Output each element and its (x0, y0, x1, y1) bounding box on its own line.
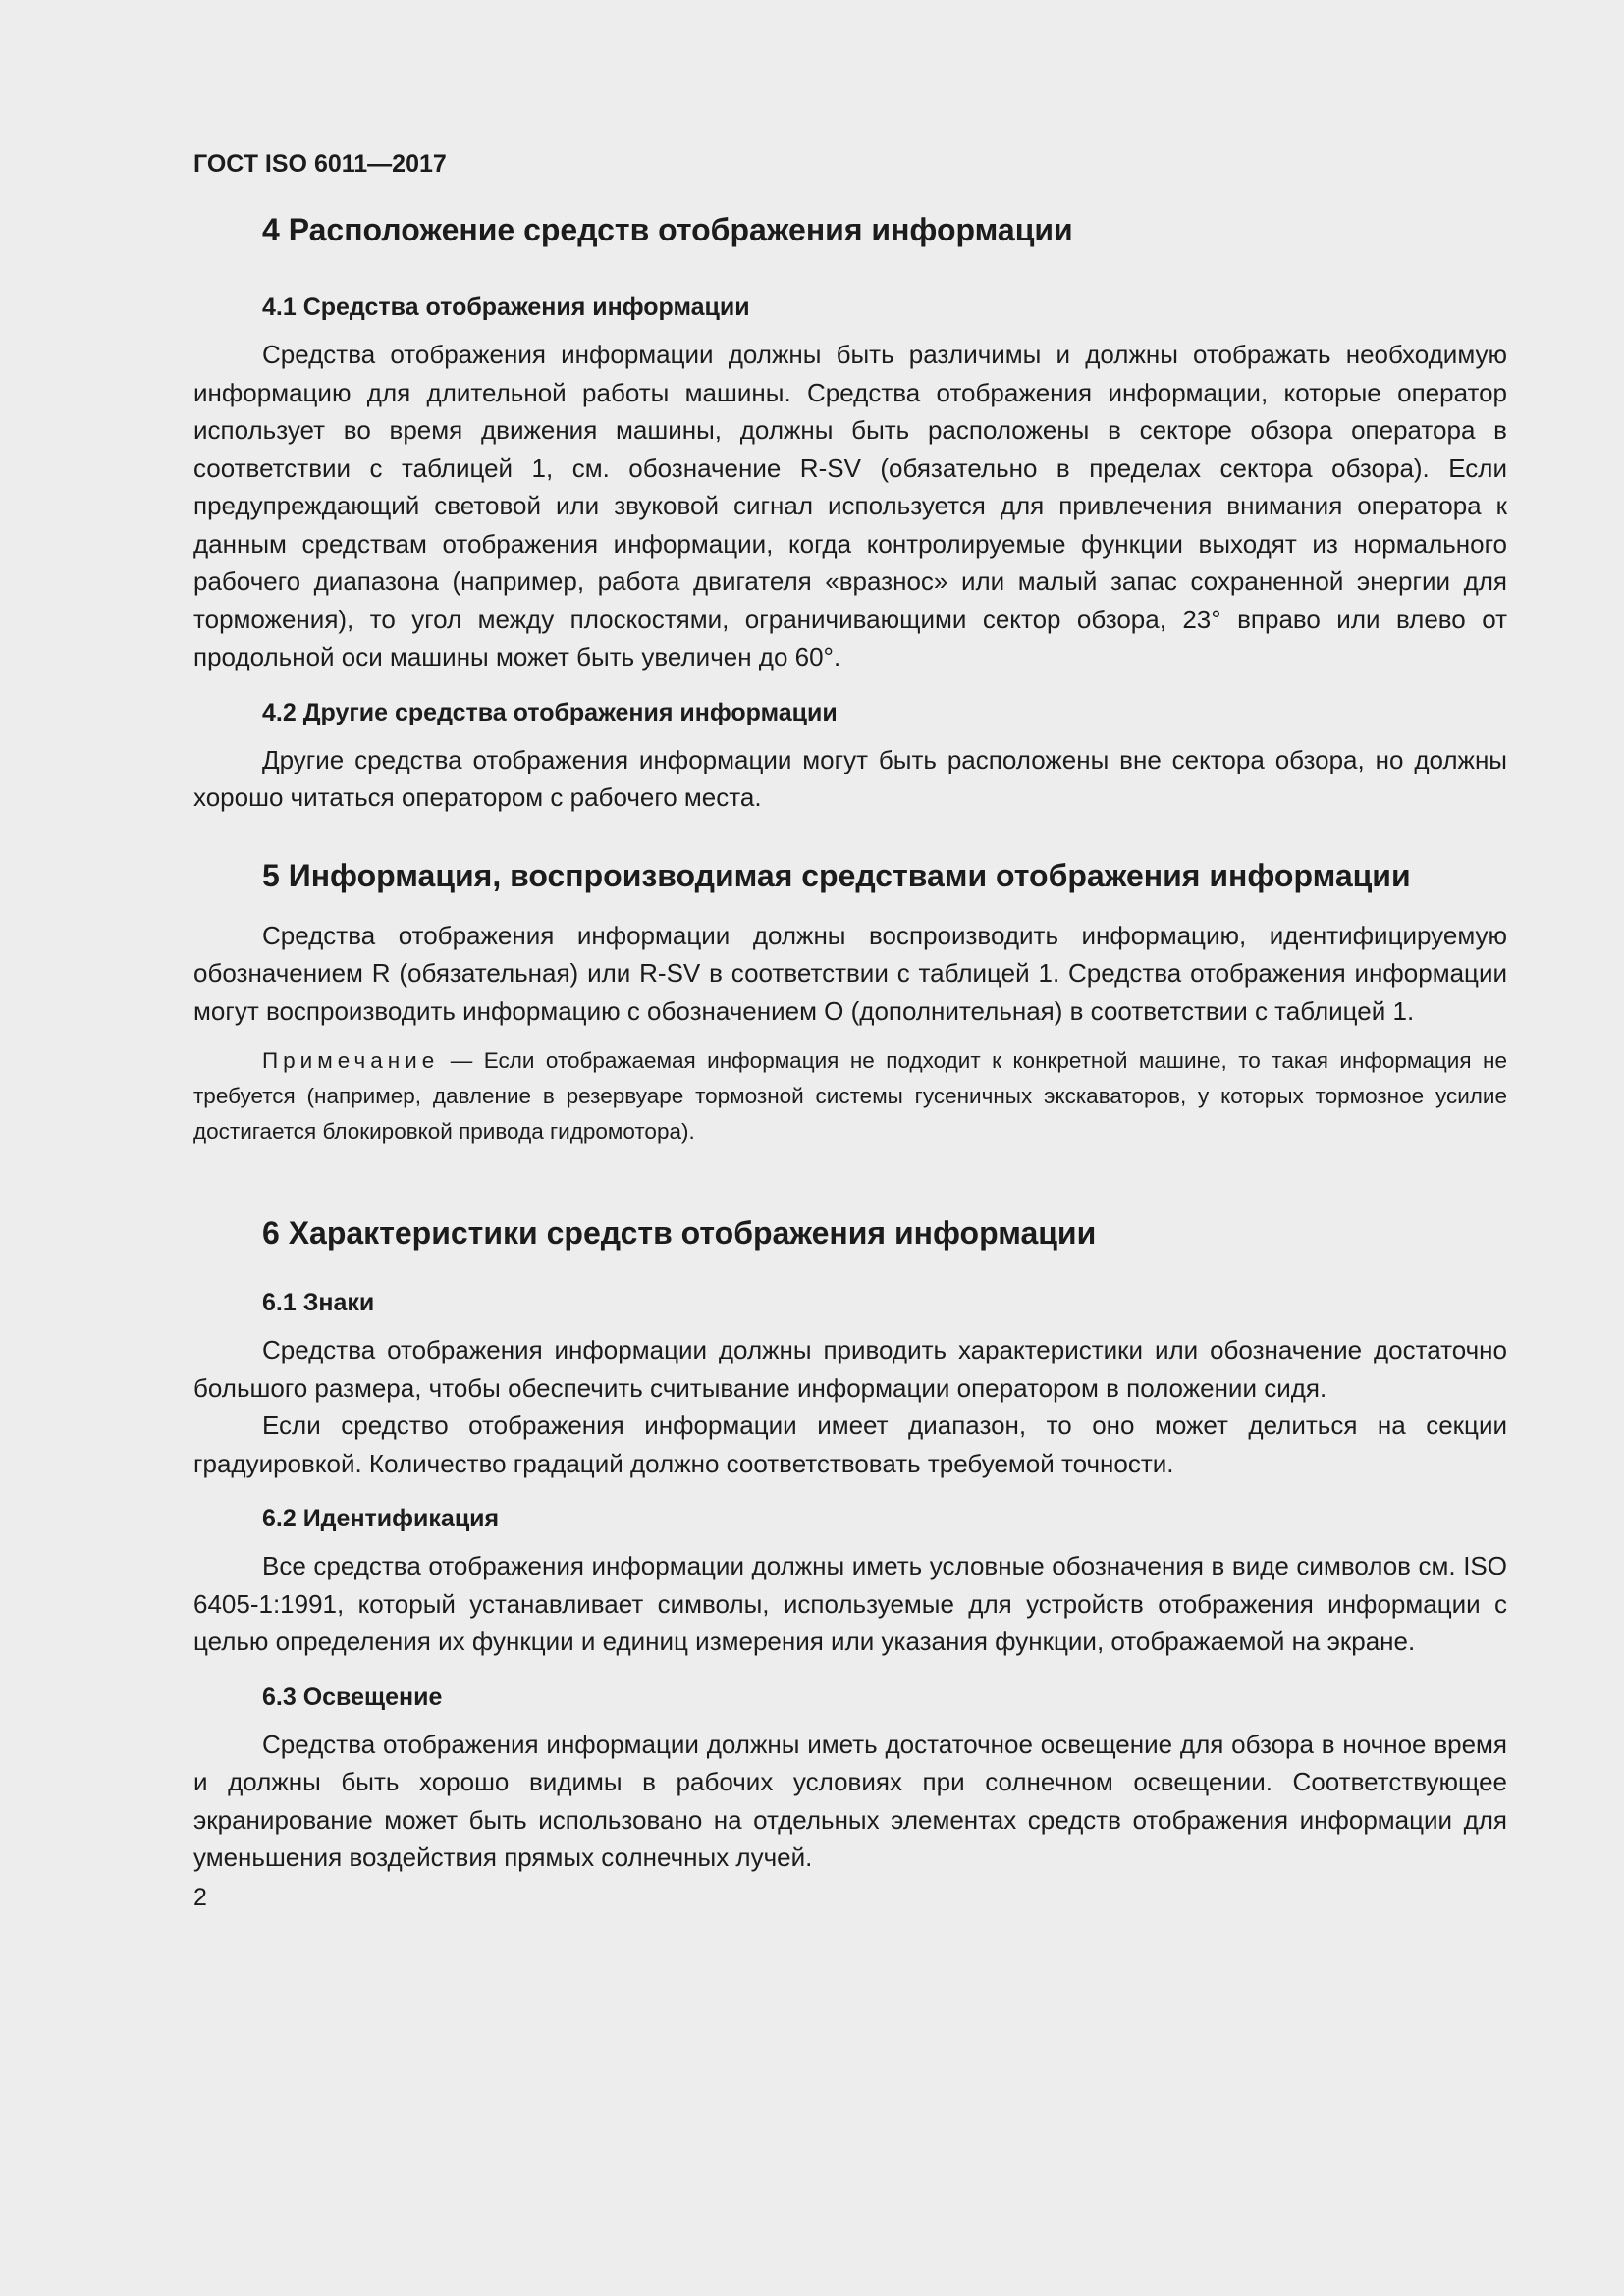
subsection-6-3-title: 6.3 Освещение (262, 1682, 443, 1711)
paragraph-6-2: Все средства отображения информации должны иметь условные обозначения в виде символов см. ISO 6405-1:1991, который устанавливает символы, используемые для устройств отображения информации с целью определения их функции и единиц измерения или указания функции, отображаемой на экране. (193, 1551, 1507, 1656)
subsection-4-2-title: 4.2 Другие средства отображения информации (262, 698, 838, 726)
subsection-6-1-title: 6.1 Знаки (262, 1289, 375, 1316)
note-label: Примечание (262, 1048, 440, 1073)
paragraph-6-1-a: Средства отображения информации должны приводить характеристики или обозначение достаточно большого размера, чтобы обеспечить считывание информации оператором в положении сидя. (193, 1335, 1507, 1403)
page-content (193, 147, 1507, 1914)
note-text: — Если отображаемая информация не подходит к конкретной машине, то такая информация не требуется (например, давление в резервуаре тормозной системы гусеничных экскаваторов, у которых тормозное усилие достигается блокировкой привода гидромотора). (193, 1048, 1507, 1144)
section-4-title: 4 Расположение средств отображения информации (262, 212, 1073, 247)
paragraph-6-1-b: Если средство отображения информации имеет диапазон, то оно может делиться на секции градуировкой. Количество градаций должно соответствовать требуемой точности. (193, 1411, 1507, 1478)
section-6-title: 6 Характеристики средств отображения информации (262, 1215, 1097, 1251)
subsection-4-1-title: 4.1 Средства отображения информации (262, 294, 750, 321)
section-5-title: 5 Информация, воспроизводимая средствами отображения информации (262, 857, 1411, 893)
document-header: ГОСТ ISO 6011—2017 (193, 150, 447, 178)
page-number: 2 (193, 1883, 207, 1911)
paragraph-6-3: Средства отображения информации должны иметь достаточное освещение для обзора в ночное время и должны быть хорошо видимы в рабочих условиях при солнечном освещении. Соответствующее экранирование может быть использовано на отдельных элементах средств отображения информации для уменьшения воздействия прямых солнечных лучей. (193, 1729, 1507, 1872)
note (193, 1043, 1507, 1149)
paragraph-4-2: Другие средства отображения информации могут быть расположены вне сектора обзора, но должны хорошо читаться оператором с рабочего места. (193, 744, 1507, 812)
paragraph-4-1: Средства отображения информации должны быть различимы и должны отображать необходимую информацию для длительной работы машины. Средства отображения информации, которые оператор использует во время движения машины, должны быть расположены в секторе обзора оператора в соответствии с таблицей 1, см. обозначение R-SV (обязательно в пределах сектора обзора). Если предупреждающий световой или звуковой сигнал используется для привлечения внимания оператора к данным средствам отображения информации, когда контролируемые функции выходят из нормального рабочего диапазона (например, работа двигателя «вразнос» или малый запас сохраненной энергии для торможения), то угол между плоскостями, ограничивающими сектор обзора, 23° вправо или влево от продольной оси машины может быть увеличен до 60°. (193, 340, 1507, 671)
subsection-6-2-title: 6.2 Идентификация (262, 1505, 500, 1532)
paragraph-5: Средства отображения информации должны воспроизводить информацию, идентифицируемую обозначением R (обязательная) или R-SV в соответствии с таблицей 1. Средства отображения информации могут воспроизводить информацию с обозначением O (дополнительная) в соответствии с таблицей 1. (193, 920, 1507, 1026)
